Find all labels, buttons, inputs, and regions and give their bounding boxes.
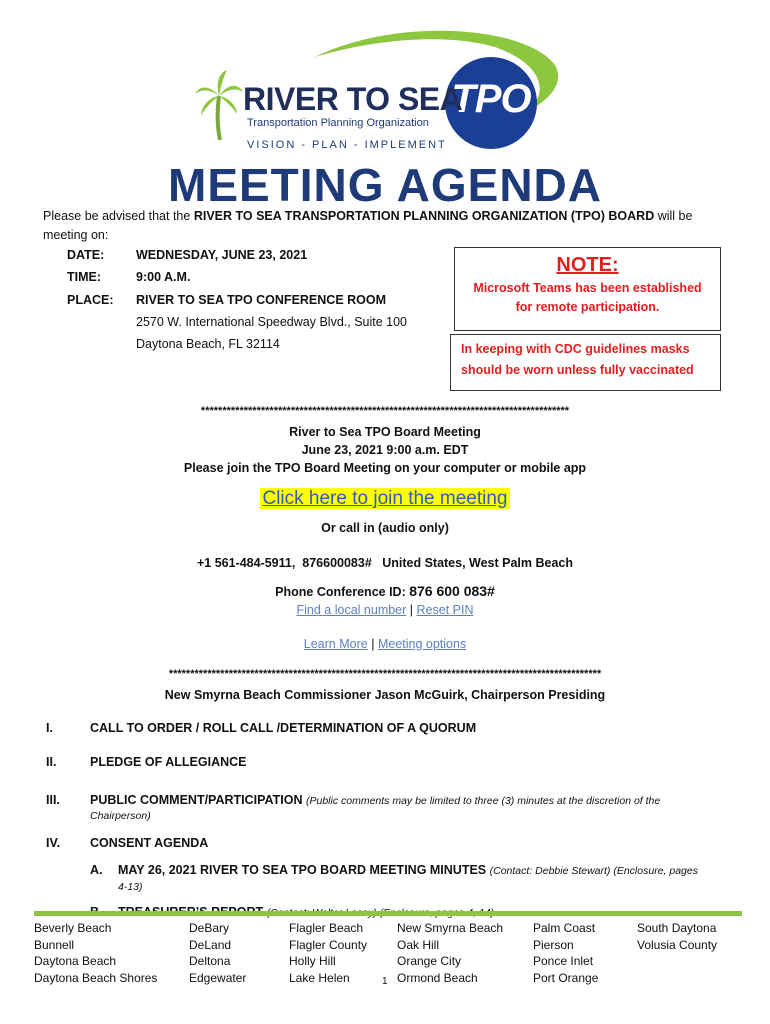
agenda-number: IV. [46,836,61,850]
member-city: Ponce Inlet [533,954,594,968]
footer-col-2 [189,920,246,986]
member-city: Deltona [189,954,231,968]
join-link-row [0,488,770,510]
footer-col-6 [637,920,717,953]
conference-id-row [0,583,770,599]
tpo-badge-text: TPO [451,77,531,121]
member-city: New Smyrna Beach [397,921,504,935]
agenda-number: III. [46,793,60,807]
agenda-note: (Public comments may be limited to three (3) minutes at the discretion of the [305,795,661,807]
local-number-row [0,603,770,617]
member-city: Pierson [533,937,574,952]
member-city: Palm Coast [533,921,596,935]
reset-pin-link[interactable]: Reset PIN [416,603,474,617]
footer-col-5 [533,920,598,986]
agenda-note-cont: Chairperson) [90,810,151,822]
member-city: DeBary [189,921,230,935]
member-city: Daytona Beach [34,954,117,968]
member-city: Flagler Beach [289,921,364,935]
sub-item-note-cont: 4-13) [118,881,143,893]
agenda-number: I. [46,721,53,735]
sub-item-note: (Contact: Debbie Stewart) (Enclosure, pages [489,865,698,877]
agenda-entry-3 [90,793,730,807]
member-city: Bunnell [34,937,75,952]
agenda-item [46,836,60,850]
address-line1: 2570 W. International Speedway Blvd., Suite 100 [136,315,408,329]
conference-id-value: 876 600 083# [409,583,495,599]
member-city: Edgewater [189,970,247,985]
sub-item-title: MAY 26, 2021 RIVER TO SEA TPO BOARD MEETING MINUTES [118,863,487,877]
cdc-line1: In keeping with CDC guidelines masks [461,342,690,356]
agenda-item [46,755,56,769]
page-title: MEETING AGENDA [168,159,602,211]
sub-item-letter: A. [90,863,103,877]
footer-col-1 [34,920,157,986]
page-number: 1 [382,976,388,987]
palm-tree-icon [195,70,243,145]
agenda-title: CONSENT AGENDA [90,836,209,850]
agenda-item [46,721,53,735]
logo [195,25,565,160]
footer-rule [34,911,742,916]
teams-line1: River to Sea TPO Board Meeting [289,425,481,439]
footer-col-4 [397,920,503,986]
intro-line2: meeting on: [43,228,109,242]
meeting-options-link[interactable]: Meeting options [377,637,467,651]
date-label: DATE: [67,248,105,262]
member-city: Volusia County [637,937,718,952]
member-city: South Daytona [637,921,717,935]
intro-suffix: will be [654,209,693,223]
logo-name: RIVER TO SEA [243,81,463,117]
phone-number: +1 561-484-5911, 876600083# United States, West Palm Beach [196,556,574,570]
learn-more-row [0,637,770,651]
footer-col-3 [289,920,367,986]
member-city: Lake Helen [289,970,350,985]
agenda-title: CALL TO ORDER / ROLL CALL /DETERMINATION OF A QUORUM [90,721,477,735]
cdc-box [450,334,721,391]
agenda-title: PUBLIC COMMENT/PARTICIPATION [90,793,303,807]
logo-subtitle: Transportation Planning Organization [247,117,429,129]
intro-org: RIVER TO SEA TRANSPORTATION PLANNING ORGANIZATION (TPO) BOARD [193,209,655,223]
separator-stars: ************************************************************************************** [200,405,570,417]
agenda-item [46,793,60,807]
note-line2: for remote participation. [515,300,660,314]
member-city: Beverly Beach [34,921,112,935]
member-city: Ormond Beach [397,970,478,985]
teams-line3: Please join the TPO Board Meeting on your computer or mobile app [183,461,587,475]
learn-more-link[interactable]: Learn More [303,637,368,651]
intro-text [43,209,743,223]
call-in-label: Or call in (audio only) [321,521,449,535]
note-line1: Microsoft Teams has been established [473,281,702,295]
conference-id-label: Phone Conference ID: [275,585,410,599]
sub-item-entry [118,863,738,877]
intro-prefix: Please be advised that the [43,209,194,223]
agenda-title: PLEDGE OF ALLEGIANCE [90,755,247,769]
note-box [454,247,721,331]
place-label: PLACE: [67,293,114,307]
presiding-line: New Smyrna Beach Commissioner Jason McGuirk, Chairperson Presiding [164,688,606,702]
date-value: WEDNESDAY, JUNE 23, 2021 [136,248,308,262]
find-local-number-link[interactable]: Find a local number [296,603,407,617]
note-heading: NOTE: [556,254,619,276]
teams-line2: June 23, 2021 9:00 a.m. EDT [301,443,469,457]
member-city: Oak Hill [397,937,440,952]
time-value: 9:00 A.M. [136,270,191,284]
address-line2: Daytona Beach, FL 32114 [136,337,280,351]
member-city: Holly Hill [289,954,336,968]
place-value: RIVER TO SEA TPO CONFERENCE ROOM [136,293,387,307]
time-label: TIME: [67,270,102,284]
link-divider: | [371,637,375,651]
member-city: Port Orange [533,970,599,985]
agenda-number: II. [46,755,57,769]
logo-tagline: VISION - PLAN - IMPLEMENT [247,139,447,151]
member-city: Orange City [397,954,462,968]
separator-stars-long: ***************************************************************************************************** [168,668,602,680]
cdc-line2: should be worn unless fully vaccinated [461,363,694,377]
member-city: Daytona Beach Shores [34,970,158,985]
join-meeting-link[interactable]: Click here to join the meeting [262,488,508,509]
link-divider: | [409,603,414,617]
member-city: Flagler County [289,937,368,952]
member-city: DeLand [189,937,232,952]
